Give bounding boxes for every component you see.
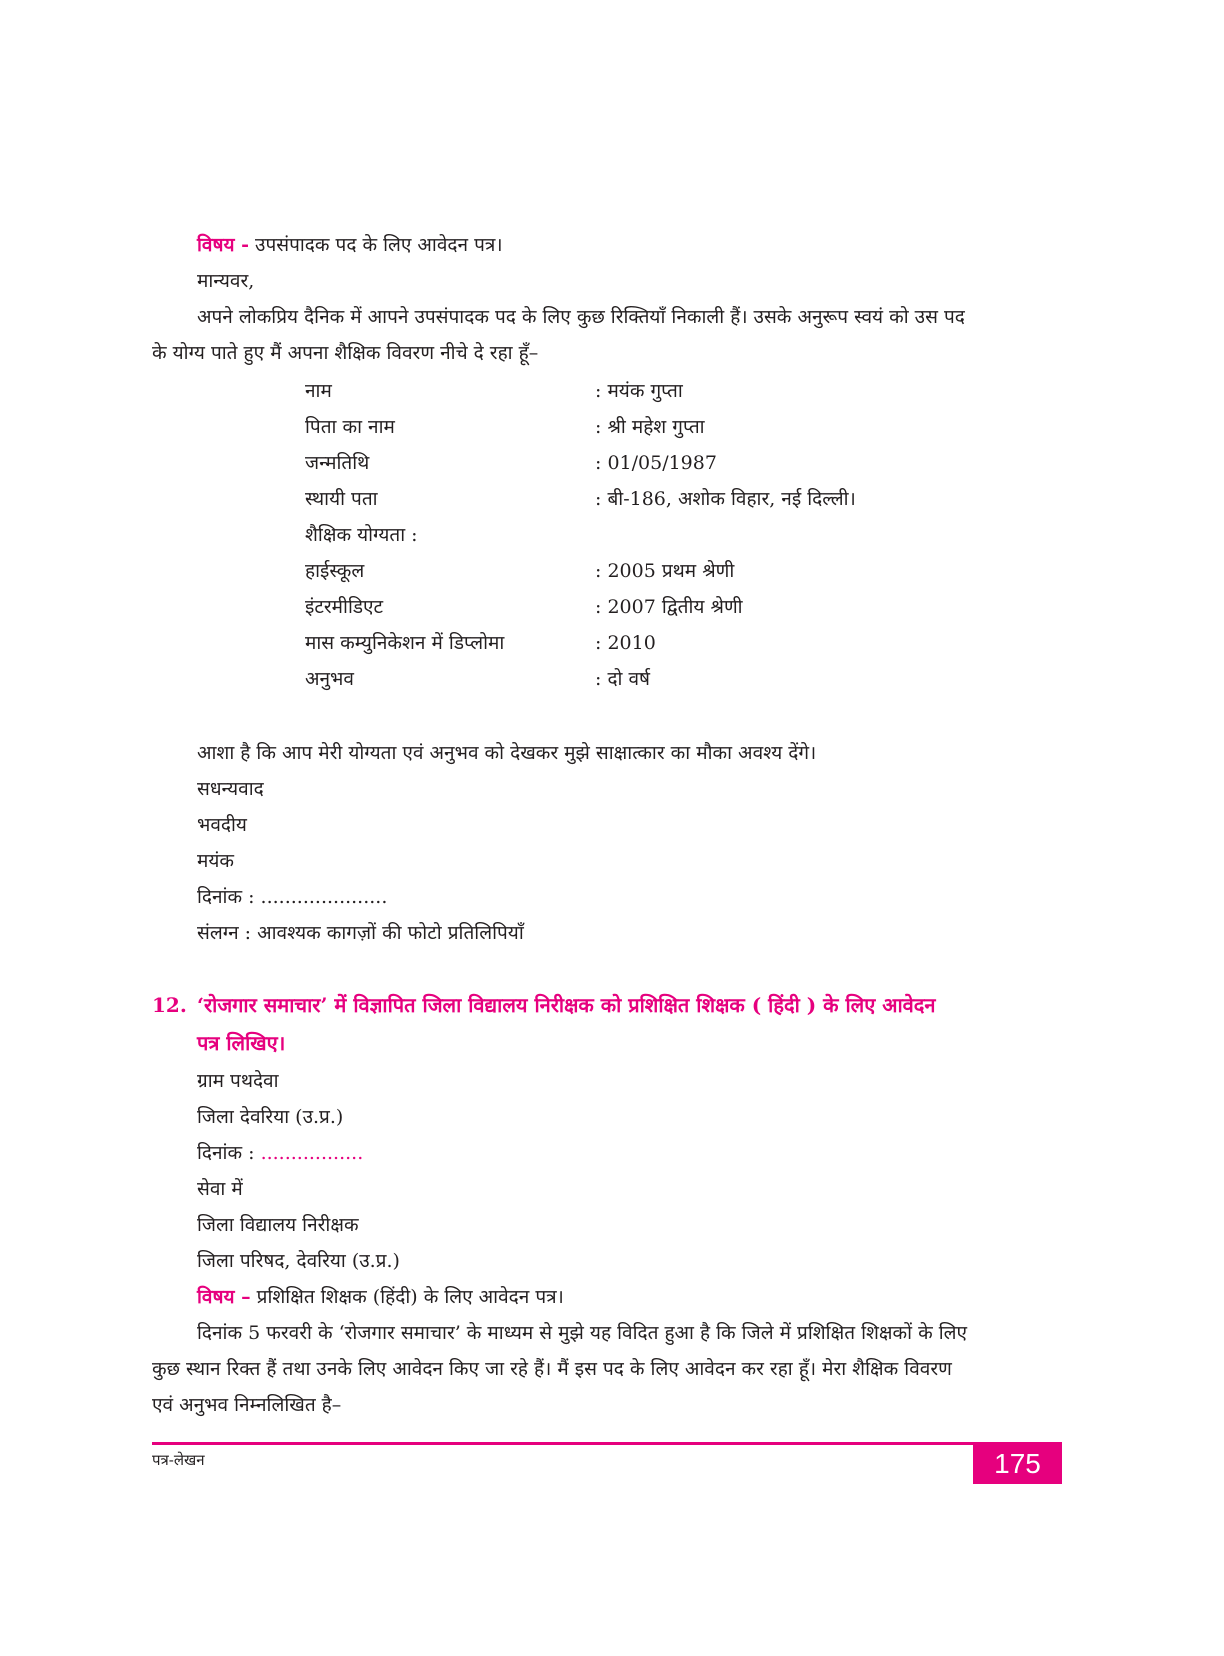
details-label: पिता का नाम	[305, 416, 395, 438]
date-label: दिनांक :	[197, 1142, 261, 1164]
body-line: कुछ स्थान रिक्त हैं तथा उनके लिए आवेदन किए जा रहे हैं। मैं इस पद के लिए आवेदन कर रहा हूँ। मेरा शैक्षिक विवरण	[152, 1358, 952, 1380]
recipient-line: जिला विद्यालय निरीक्षक	[197, 1214, 359, 1236]
to-line: सेवा में	[197, 1178, 243, 1200]
subject-label: विषय -	[197, 234, 249, 256]
yours: भवदीय	[197, 814, 247, 836]
details-label: जन्मतिथि	[305, 452, 370, 474]
date-dots: .................	[260, 1142, 364, 1164]
details-label: अनुभव	[305, 668, 354, 690]
body-line: दिनांक 5 फरवरी के ‘रोजगार समाचार’ के माध्यम से मुझे यह विदित हुआ है कि जिले में प्रशिक्षित शिक्षकों के लिए	[197, 1322, 968, 1344]
details-label: नाम	[305, 380, 332, 402]
page-number: 175	[973, 1443, 1062, 1484]
question-text: पत्र लिखिए।	[197, 1031, 286, 1055]
details-value: : 2007 द्वितीय श्रेणी	[595, 596, 743, 618]
details-value: : 2010	[595, 632, 656, 654]
body-line: एवं अनुभव निम्नलिखित है–	[152, 1394, 342, 1416]
footer-section-label: पत्र-लेखन	[152, 1451, 205, 1469]
subject-line	[197, 232, 503, 258]
body-line: के योग्य पाते हुए मैं अपना शैक्षिक विवरण नीचे दे रहा हूँ–	[152, 342, 539, 364]
enclosure: संलग्न : आवश्यक कागज़ों की फोटो प्रतिलिपियाँ	[197, 922, 524, 944]
date-line: दिनांक : .....................	[197, 886, 388, 908]
details-value: : श्री महेश गुप्ता	[595, 416, 705, 438]
details-label: शैक्षिक योग्यता :	[305, 524, 418, 546]
details-value: : दो वर्ष	[595, 668, 651, 690]
subject-text: प्रशिक्षित शिक्षक (हिंदी) के लिए आवेदन पत्र।	[250, 1286, 564, 1308]
question-text: ‘रोजगार समाचार’ में विज्ञापित जिला विद्यालय निरीक्षक को प्रशिक्षित शिक्षक ( हिंदी ) के लिए आवेदन	[197, 993, 936, 1017]
address-line: जिला देवरिया (उ.प्र.)	[197, 1106, 344, 1128]
date-line	[197, 1140, 363, 1166]
body-line: अपने लोकप्रिय दैनिक में आपने उपसंपादक पद के लिए कुछ रिक्तियाँ निकाली हैं। उसके अनुरूप स्वयं को उस पद	[197, 306, 965, 328]
subject-label: विषय –	[197, 1286, 251, 1308]
details-label: मास कम्युनिकेशन में डिप्लोमा	[305, 632, 505, 654]
thanks: सधन्यवाद	[197, 778, 264, 800]
details-label: स्थायी पता	[305, 488, 378, 510]
closing-line: आशा है कि आप मेरी योग्यता एवं अनुभव को देखकर मुझे साक्षात्कार का मौका अवश्य देंगे।	[197, 742, 817, 764]
details-label: इंटरमीडिएट	[305, 596, 384, 618]
address-line: ग्राम पथदेवा	[197, 1070, 279, 1092]
salutation: मान्यवर,	[197, 270, 255, 292]
details-value: : 01/05/1987	[595, 452, 717, 474]
details-value: : मयंक गुप्ता	[595, 380, 683, 402]
details-value: : बी-186, अशोक विहार, नई दिल्ली।	[595, 488, 856, 510]
recipient-line: जिला परिषद, देवरिया (उ.प्र.)	[197, 1250, 400, 1272]
question-number: 12.	[152, 993, 187, 1017]
subject-text: उपसंपादक पद के लिए आवेदन पत्र।	[249, 234, 503, 256]
sender-name: मयंक	[197, 850, 234, 872]
details-label: हाईस्कूल	[305, 560, 365, 582]
details-value: : 2005 प्रथम श्रेणी	[595, 560, 735, 582]
footer-rule	[152, 1442, 1062, 1445]
subject-line	[197, 1284, 564, 1310]
